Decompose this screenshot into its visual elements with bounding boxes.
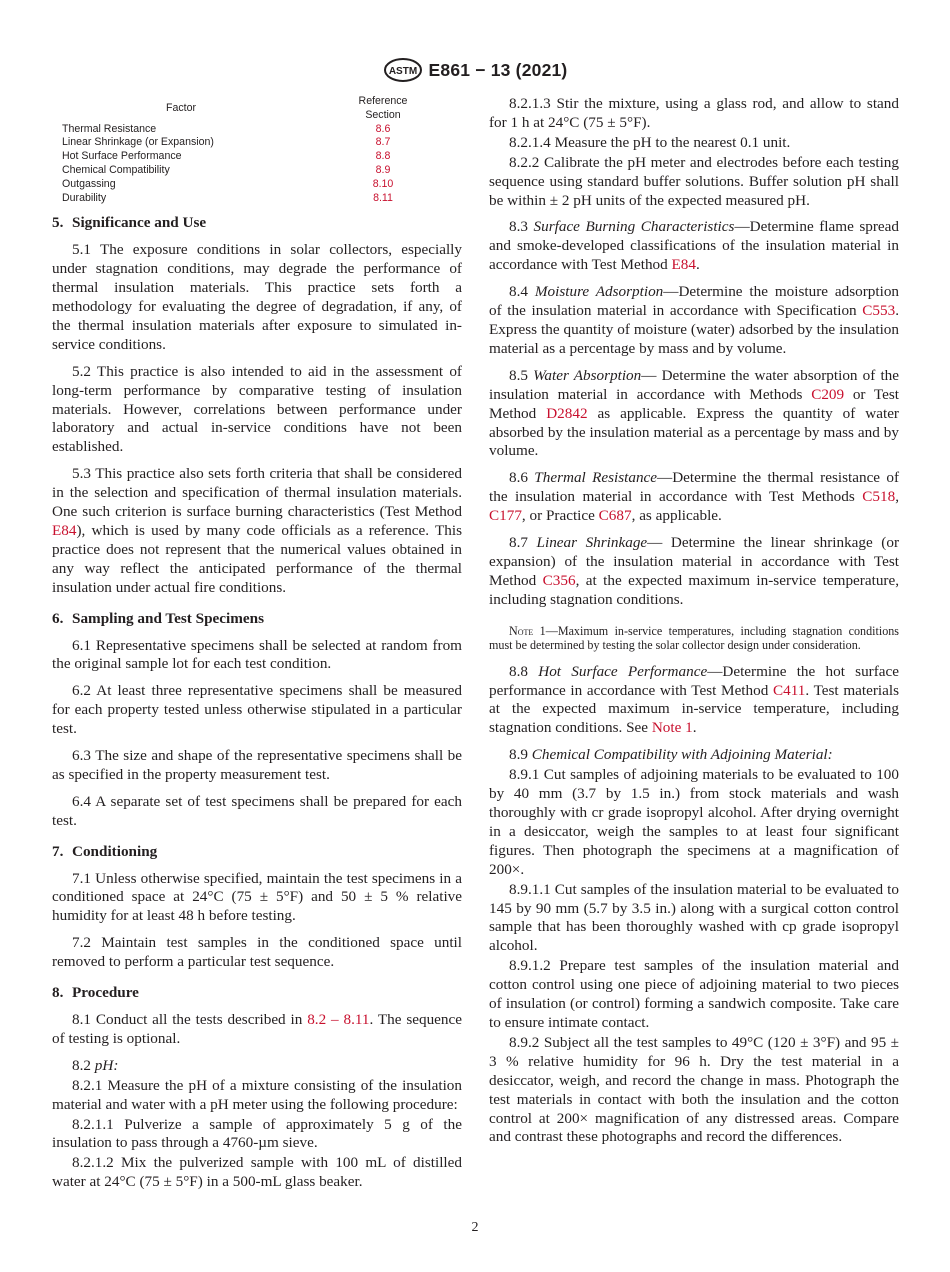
reference-link-c209[interactable]: C209 xyxy=(811,385,845,403)
paragraph-8-9 xyxy=(489,746,899,765)
text-run: , at the expected maximum in-service temperature, including stagnation conditions. xyxy=(489,571,900,608)
paragraph-8-9-1-1: 8.9.1.1 Cut samples of the insulation material to be evaluated to 145 by 90 mm (5.7 by 3.5 in.) along with a surgical cotton control sample that has been thoroughly washed with cp grade isopropyl alcohol. xyxy=(489,880,899,955)
factor-cell: Outgassing xyxy=(62,177,116,190)
text-run: 8.7 xyxy=(509,534,537,552)
text-run: — Determine the water absorption of the insulation material in accordance with Methods xyxy=(489,366,900,403)
paragraph-8-2-1: 8.2.1 Measure the pH of a mixture consisting of the insulation material and water with a pH meter using the following procedure: xyxy=(52,1076,462,1113)
reference-link[interactable]: 8.6 xyxy=(375,122,391,135)
note-1 xyxy=(489,624,899,653)
subsection-title: Thermal Resistance xyxy=(534,469,658,487)
section-heading-8 xyxy=(52,984,462,1003)
subsection-title: Water Absorption xyxy=(533,366,642,384)
paragraph-8-3 xyxy=(489,218,899,275)
subsection-title: Moisture Adsorption xyxy=(534,283,664,301)
text-run: . xyxy=(696,256,700,274)
paragraph-8-2-1-4: 8.2.1.4 Measure the pH to the nearest 0.1 unit. xyxy=(509,133,791,151)
text-run: —Determine the moisture adsorption of the insulation material in accordance with Specification xyxy=(489,283,900,320)
text-run: —Determine flame spread and smoke-developed classifications of the insulation material in accordance with Test Method xyxy=(489,218,899,274)
col-header-factor: Factor xyxy=(166,101,197,114)
text-run: 8.6 xyxy=(509,469,535,487)
paragraph-5-1: 5.1 The exposure conditions in solar collectors, especially under stagnation conditions, may degrade the performance of thermal insulation materials. This practice sets forth a methodology for evaluating the degree of degradation, if any, of the thermal insulation materials after exposure to simulated in-service conditions. xyxy=(52,241,462,353)
col-header-reference-line2: Section xyxy=(365,108,401,121)
factor-cell: Hot Surface Performance xyxy=(62,150,182,163)
paragraph-8-2-1-1: 8.2.1.1 Pulverize a sample of approximately 5 g of the insulation to pass through a 4760-µm sieve. xyxy=(52,1115,462,1152)
paragraph-8-2-1-3: 8.2.1.3 Stir the mixture, using a glass rod, and allow to stand for 1 h at 24°C (75 ± 5°F). xyxy=(489,95,899,131)
text-run: —Determine the hot surface performance in accordance with Test Method xyxy=(489,662,899,699)
paragraph-8-1 xyxy=(52,1011,462,1049)
reference-link[interactable]: 8.11 xyxy=(373,191,393,204)
text-run: — Determine the linear shrinkage (or expansion) of the insulation material in accordance with Test Method xyxy=(489,534,899,589)
table-row xyxy=(62,192,416,206)
text-run: 8.2 xyxy=(72,1056,95,1074)
factor-cell: Thermal Resistance xyxy=(62,122,157,135)
reference-link-note-1[interactable]: Note 1 xyxy=(651,719,693,737)
paragraph-6-2: 6.2 At least three representative specimens shall be measured for each property tested unless otherwise stipulated in a particular test. xyxy=(52,682,462,738)
reference-link-c411[interactable]: C411 xyxy=(773,681,806,699)
reference-link-c687[interactable]: C687 xyxy=(598,507,632,525)
section-title: Procedure xyxy=(72,984,139,1002)
reference-link[interactable]: 8.7 xyxy=(375,136,391,149)
factor-table xyxy=(62,95,416,205)
reference-link-e84[interactable]: E84 xyxy=(671,256,696,274)
paragraph-5-3 xyxy=(52,465,462,597)
text-run: 8.4 xyxy=(509,283,535,301)
paragraph-7-2: 7.2 Maintain test samples in the conditioned space until removed to perform a particular test sequence. xyxy=(52,934,462,971)
reference-link-c553[interactable]: C553 xyxy=(862,302,896,320)
reference-link-c177[interactable]: C177 xyxy=(489,507,522,525)
table-row xyxy=(62,136,416,150)
col-header-reference-line1: Reference xyxy=(358,95,408,107)
subsection-title: Hot Surface Performance xyxy=(538,662,708,680)
svg-text:ASTM: ASTM xyxy=(388,66,417,77)
paragraph-6-1: 6.1 Representative specimens shall be selected at random from the original sample lot for each test condition. xyxy=(52,636,462,673)
table-row xyxy=(62,164,416,178)
text-run: 8.5 xyxy=(509,366,534,384)
table-row xyxy=(62,123,416,137)
text-run: . The sequence of testing is optional. xyxy=(52,1011,462,1047)
section-title: Significance and Use xyxy=(72,214,207,232)
subsection-title: Surface Burning Characteristics xyxy=(533,218,735,236)
paragraph-8-9-1: 8.9.1 Cut samples of adjoining materials to be evaluated to 100 by 40 mm (3.7 by 1.5 in.) from stock materials and wash thoroughly with cr grade isopropyl alcohol. After drying overnight in a desiccator, weigh the samples to at least four significant figures. Then photograph the specimens at a magnification of 200×. xyxy=(489,766,899,878)
paragraph-7-1: 7.1 Unless otherwise specified, maintain the test specimens in a conditioned space at 24°C (75 ± 5°F) and 50 ± 5 % relative humidity for at least 48 h before testing. xyxy=(52,869,462,925)
paragraph-6-4: 6.4 A separate set of test specimens shall be prepared for each test. xyxy=(52,792,462,829)
text-run: 8.3 xyxy=(509,218,534,236)
paragraph-8-2-1-2: 8.2.1.2 Mix the pulverized sample with 100 mL of distilled water at 24°C (75 ± 5°F) in a 500-mL glass beaker. xyxy=(52,1154,462,1191)
section-number: 7. xyxy=(52,842,64,860)
note-label: Note 1 xyxy=(509,623,546,638)
table-row xyxy=(62,150,416,164)
paragraph-8-7 xyxy=(489,534,899,610)
paragraph-8-8 xyxy=(489,663,899,739)
text-run: 8.8 xyxy=(509,662,539,680)
paragraph-8-9-2: 8.9.2 Subject all the test samples to 49°C (120 ± 3°F) and 95 ± 3 % relative humidity for 96 h. Dry the test material in a desiccator, weigh, and record the change in mass. Photograph the test materials in contact with both the insulation and the cotton control at 200× magnification of any distressed areas. Compare and contrast these photographs and record the differences. xyxy=(489,1033,899,1146)
section-heading-5 xyxy=(52,214,462,233)
page-header xyxy=(0,57,950,88)
text-run: or Test Method xyxy=(489,385,899,422)
text-run: , xyxy=(895,488,899,506)
reference-link-d2842[interactable]: D2842 xyxy=(546,404,588,422)
reference-link-c356[interactable]: C356 xyxy=(542,571,576,589)
factor-cell: Chemical Compatibility xyxy=(62,163,170,176)
paragraph-8-5 xyxy=(489,367,899,462)
subsection-title: Linear Shrinkage xyxy=(536,534,648,552)
text-run: , or Practice xyxy=(521,507,599,525)
section-heading-7 xyxy=(52,843,462,862)
note-text: —Maximum in-service temperatures, including stagnation conditions must be determined by testing the solar collector design under consideration. xyxy=(489,623,899,653)
paragraph-8-4 xyxy=(489,283,899,359)
right-column xyxy=(489,95,899,1148)
paragraph-6-3: 6.3 The size and shape of the representative specimens shall be as specified in the property measurement test. xyxy=(52,747,462,783)
paragraph-8-2 xyxy=(52,1057,462,1076)
paragraph-8-2-2: 8.2.2 Calibrate the pH meter and electrodes before each testing sequence using standard buffer solutions. Buffer solution pH shall be within ± 2 pH units of the expected measured pH. xyxy=(489,153,899,209)
text-run: ), which is used by many code officials as a reference. This practice does not represent that the numerical values obtained in any way reflect the anticipated performance of the thermal insulation under actual fire conditions. xyxy=(52,521,462,596)
reference-link-8-2-8-11[interactable]: 8.2 – 8.11 xyxy=(307,1011,370,1028)
text-run: as applicable. Express the quantity of water absorbed by the insulation material as a percentage by mass and by volume. xyxy=(489,404,899,460)
reference-link-c518[interactable]: C518 xyxy=(862,488,896,506)
section-title: Conditioning xyxy=(72,842,158,860)
paragraph-8-6 xyxy=(489,469,899,526)
reference-link[interactable]: 8.10 xyxy=(372,177,394,190)
text-run: 8.1 Conduct all the tests described in xyxy=(72,1011,308,1028)
reference-link[interactable]: 8.9 xyxy=(375,163,391,176)
table-row xyxy=(62,178,416,192)
reference-link[interactable]: 8.8 xyxy=(375,150,391,163)
section-number: 5. xyxy=(52,214,64,232)
section-number: 6. xyxy=(52,609,64,627)
subsection-title: Chemical Compatibility with Adjoining Material: xyxy=(531,746,833,764)
factor-cell: Durability xyxy=(62,191,107,204)
text-run: —Determine the thermal resistance of the insulation material in accordance with Test Methods xyxy=(489,469,900,506)
factor-cell: Linear Shrinkage (or Expansion) xyxy=(62,136,214,149)
section-title: Sampling and Test Specimens xyxy=(72,609,265,627)
text-run: 5.3 This practice also sets forth criteria that shall be considered in the selection and specification of thermal insulation materials. One such criterion is surface burning characteristics (Test Method xyxy=(52,465,462,521)
subsection-title: pH: xyxy=(94,1056,119,1074)
paragraph-8-9-1-2: 8.9.1.2 Prepare test samples of the insulation material and cotton control using one piece of adjoining material to two pieces of insulation (or control) forming a sandwich composite. Take care to ensure intimate contact. xyxy=(489,957,899,1031)
text-run: 8.9 xyxy=(509,746,532,764)
left-column xyxy=(52,95,462,1193)
section-number: 8. xyxy=(52,984,64,1002)
reference-link-e84[interactable]: E84 xyxy=(52,521,77,539)
astm-logo-icon xyxy=(383,57,423,83)
text-run: , as applicable. xyxy=(631,507,722,525)
text-run: . xyxy=(692,719,697,737)
document-designation: E861 − 13 (2021) xyxy=(428,59,568,80)
col-header-reference xyxy=(350,95,416,123)
page-number: 2 xyxy=(471,1220,479,1235)
text-run: . Test materials at the expected maximum in-service temperature, including stagnation conditions. See xyxy=(489,681,899,737)
paragraph-5-2: 5.2 This practice is also intended to aid in the assessment of long-term performance by comparative testing of insulation materials. However, correlations between performance under laboratory and actual in-service conditions have not been established. xyxy=(52,362,462,456)
text-run: . Express the quantity of moisture (water) adsorbed by the insulation material as a percentage by mass and by volume. xyxy=(489,302,899,357)
section-heading-6 xyxy=(52,610,462,629)
